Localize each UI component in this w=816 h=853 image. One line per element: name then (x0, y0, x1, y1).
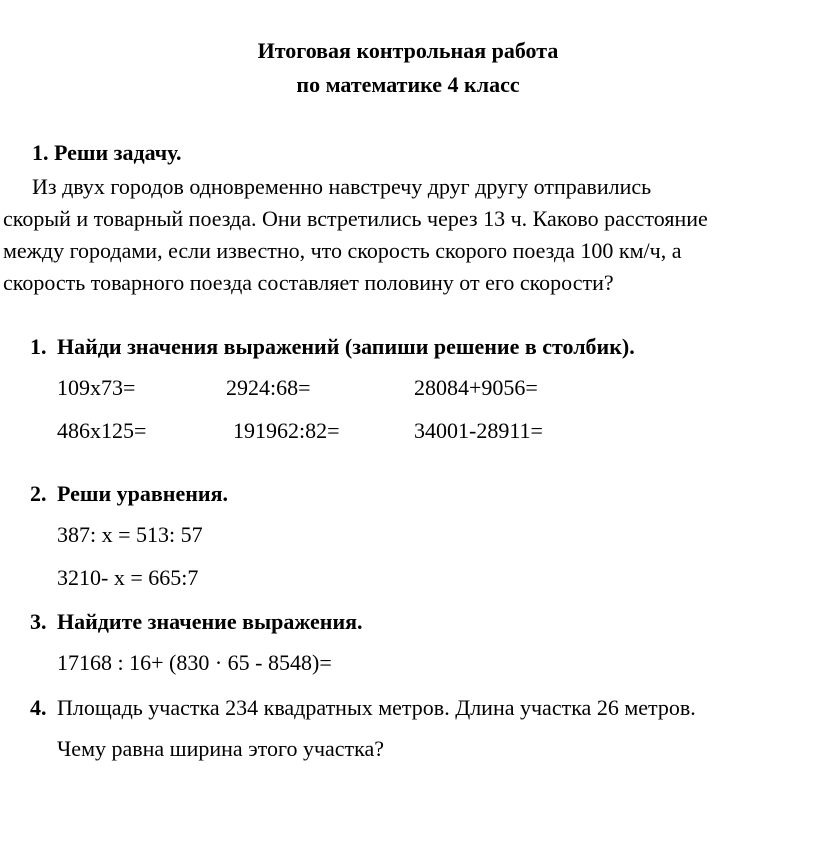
task2-heading: Найди значения выражений (запиши решение в столбик). (57, 334, 635, 359)
equation-2: 3210- х = 665:7 (57, 565, 199, 590)
title-line-1: Итоговая контрольная работа (257, 38, 559, 63)
title-line-2: по математике 4 класс (296, 72, 520, 97)
task1-text-line-3: между городами, если известно, что скорость скорого поезда 100 км/ч, а (3, 238, 682, 263)
task5-line-1: Площадь участка 234 квадратных метров. Длина участка 26 метров. (57, 695, 696, 720)
task5-number: 4. (30, 695, 47, 720)
task3-heading: Реши уравнения. (57, 481, 228, 506)
expr-2-2: 191962:82= (233, 418, 340, 443)
task4-number: 3. (30, 609, 47, 634)
task1-text-line-2: скорый и товарный поезда. Они встретились через 13 ч. Каково расстояние (3, 206, 708, 231)
equation-1: 387: х = 513: 57 (57, 522, 203, 547)
task1-heading: 1. Реши задачу. (32, 140, 182, 165)
task5-line-2: Чему равна ширина этого участка? (57, 736, 385, 761)
expr-1-3: 28084+9056= (414, 375, 538, 400)
task4-heading: Найдите значение выражения. (57, 609, 363, 634)
expr-1-2: 2924:68= (226, 375, 311, 400)
task1-text-line-4: скорость товарного поезда составляет половину от его скорости? (3, 270, 614, 295)
task4-expression: 17168 : 16+ (830 · 65 - 8548)= (57, 650, 332, 675)
task2-number: 1. (30, 334, 47, 359)
expr-1-1: 109х73= (57, 375, 136, 400)
task3-number: 2. (30, 481, 47, 506)
task1-text-line-1: Из двух городов одновременно навстречу друг другу отправились (32, 174, 652, 199)
expr-2-1: 486х125= (57, 418, 147, 443)
expr-2-3: 34001-28911= (414, 418, 543, 443)
